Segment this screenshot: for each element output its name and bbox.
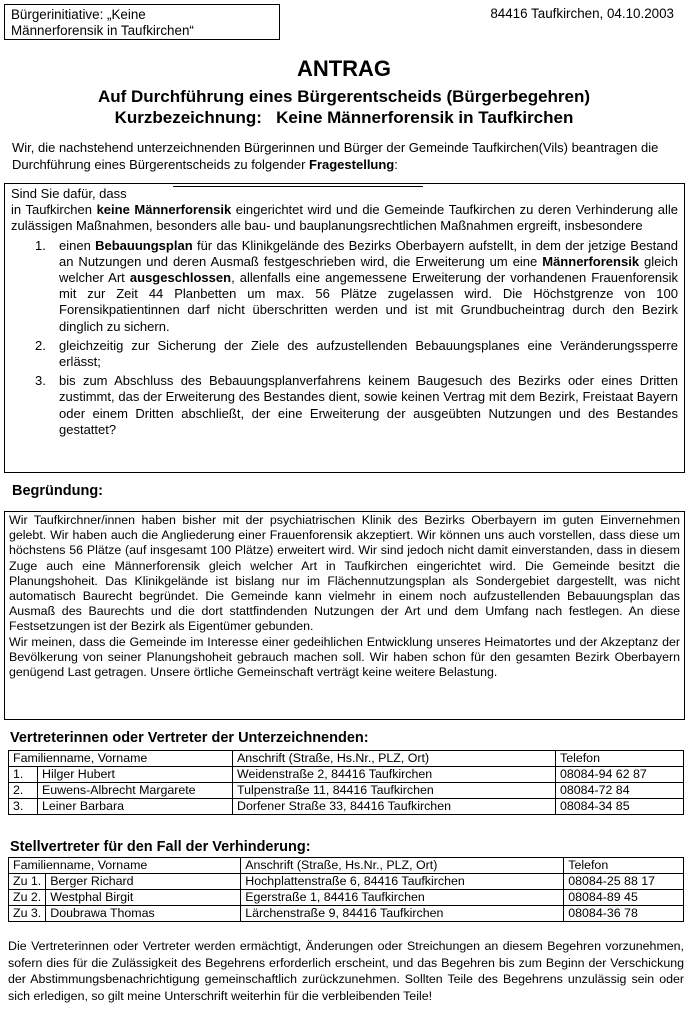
row-number: 3. [9, 799, 38, 815]
document-subtitle: Auf Durchführung eines Bürgerentscheids (Bürgerbegehren) [97, 87, 591, 106]
row-number: Zu 1. [9, 874, 46, 890]
question-item [11, 373, 678, 438]
person-name: Doubrawa Thomas [46, 906, 241, 922]
person-name: Westphal Birgit [46, 890, 241, 906]
place-date: 84416 Taufkirchen, 04.10.2003 [490, 6, 674, 21]
table-row [9, 874, 684, 890]
representatives-heading: Vertreterinnen oder Vertreter der Unterzeichnenden: [10, 730, 369, 746]
initiative-name-box [4, 4, 280, 40]
row-number: Zu 3. [9, 906, 46, 922]
table-row [9, 890, 684, 906]
question-text-b: eingerichtet wird und die Gemeinde Taufkirchen zu deren Verhinderung alle zulässigen Maßnahmen, besonders alle bau- und bauplanungsrechtlichen Maßnahmen ergreift, insbesondere [11, 202, 679, 234]
column-header: Telefon [564, 858, 684, 874]
column-header: Anschrift (Straße, Hs.Nr., PLZ, Ort) [241, 858, 564, 874]
item-bold: ausgeschlossen [129, 270, 232, 286]
table-row [9, 783, 684, 799]
person-phone: 08084-89 45 [564, 890, 684, 906]
item-number: 3. [35, 373, 46, 389]
item-number: 2. [35, 337, 46, 353]
reasoning-paragraph-1: Wir Taufkirchner/innen haben bisher mit der psychiatrischen Klinik des Bezirks Oberbayern im guten Einvernehmen gelebt. Wir haben auch die Angliederung einer Frauenforensik akzeptiert. Wir können uns auch vorstellen, dass diese um höchstens 56 Plätze (auf insgesamt 100 Plätze) erweitert wird. Wir sind jedoch nicht damit einverstanden, dass in diesem Zuge auch eine Männerforensik gleich welcher Art in Taufkirchen eingerichtet wird. Die Gemeinde besitzt die Planungshoheit. Das Klinikgelände ist bislang nur im Flächennutzungsplan als Sondergebiet dargestellt, was nicht automatisch Baurecht begründet. Die Gemeinde kann vielmehr in einem noch aufzustellenden Bebauungsplan das Ausmaß des Baurechts und die dort stattfindenden Nutzungen der Art und dem Umfang nach festlegen. An diese Festsetzungen ist der Bezirk als Eigentümer gebunden. [9, 513, 680, 634]
item-bold: Männerforensik [542, 253, 640, 269]
reasoning-heading: Begründung: [12, 483, 104, 499]
person-name: Euwens-Albrecht Margarete [38, 783, 233, 799]
item-text: für das Klinikgelände des Bezirks Oberbayern aufstellt, in dem der jetzige Bestand an Nutzungen und deren Ausmaß festgeschrieben wird, die Erweiterung um eine [59, 237, 678, 269]
intro-paragraph [12, 139, 680, 173]
column-header: Familienname, Vorname [9, 858, 241, 874]
question-items [11, 238, 678, 438]
question-box [4, 183, 685, 473]
person-address: Hochplattenstraße 6, 84416 Taufkirchen [241, 874, 564, 890]
table-row [9, 767, 684, 783]
row-number: Zu 2. [9, 890, 46, 906]
reasoning-box [4, 511, 685, 720]
substitutes-heading: Stellvertreter für den Fall der Verhinderung: [10, 839, 311, 855]
person-phone: 08084-72 84 [556, 783, 684, 799]
table-header-row [9, 751, 684, 767]
item-text: gleichzeitig zur Sicherung der Ziele des aufzustellenden Bebauungsplanes eine Veränderungssperre erlässt; [59, 337, 678, 370]
item-text: , allenfalls eine angemessene Erweiterung der vorhandenen Frauenforensik mit zur Zeit 44 Planbetten um max. 56 Plätze zugelassen wird. Die Höchstgrenze von 100 Forensikpatientinnen darf nicht überschritten werden und ist mit Grundbucheintrag durch den Bezirk dinglich zu sichern. [59, 270, 678, 334]
item-text: bis zum Abschluss des Bebauungsplanverfahrens keinem Baugesuch des Bezirks oder eines Dritten zustimmt, das der Erweiterung des Bestandes dient, sowie keinen Vertrag mit dem Bezirk, Freistaat Bayern oder einem Dritten abschließt, der eine Erweiterung der ausgeübten Nutzungen und des Bestandes gestattet? [59, 373, 678, 437]
intro-text: Wir, die nachstehend unterzeichnenden Bürgerinnen und Bürger der Gemeinde Taufkirchen(Vils) beantragen die Durchführung eines Bürgerentscheids zu folgender [12, 140, 659, 172]
person-phone: 08084-25 88 17 [564, 874, 684, 890]
item-text: gleich welcher Art [59, 253, 679, 286]
person-address: Lärchenstraße 9, 84416 Taufkirchen [241, 906, 564, 922]
row-number: 1. [9, 767, 38, 783]
table-header-row [9, 858, 684, 874]
intro-end: : [394, 157, 398, 172]
column-header: Telefon [556, 751, 684, 767]
person-address: Egerstraße 1, 84416 Taufkirchen [241, 890, 564, 906]
question-body [11, 202, 678, 234]
question-text-a: in Taufkirchen [11, 202, 97, 218]
document-title: ANTRAG [296, 56, 392, 81]
substitutes-table [8, 857, 684, 922]
question-item [11, 238, 678, 335]
column-header: Familienname, Vorname [9, 751, 233, 767]
question-separator [173, 186, 423, 187]
person-phone: 08084-94 62 87 [556, 767, 684, 783]
question-bold: keine Männerforensik [96, 202, 232, 218]
table-row [9, 799, 684, 815]
person-name: Hilger Hubert [38, 767, 233, 783]
person-phone: 08084-34 85 [556, 799, 684, 815]
representatives-table [8, 750, 684, 815]
initiative-line-1: Bürgerinitiative: „Keine [11, 7, 146, 22]
table-row [9, 906, 684, 922]
row-number: 2. [9, 783, 38, 799]
item-bold: Bebauungsplan [95, 237, 193, 253]
short-name: Kurzbezeichnung: Keine Männerforensik in Taufkirchen [114, 108, 574, 127]
item-number: 1. [35, 237, 46, 253]
person-address: Tulpenstraße 11, 84416 Taufkirchen [233, 783, 556, 799]
reasoning-paragraph-2: Wir meinen, dass die Gemeinde im Interesse einer gedeihlichen Entwicklung unseres Heimatortes und der Akzeptanz der Bevölkerung von seiner Planungshoheit gebrauch machen soll. Wir haben schon für den gesamten Bezirk Oberbayern genügend Last getragen. Unsere örtliche Gemeinschaft verträgt keine weitere Belastung. [9, 634, 680, 680]
person-name: Berger Richard [46, 874, 241, 890]
initiative-line-2: Männerforensik in Taufkirchen“ [11, 23, 194, 38]
question-opening: Sind Sie dafür, dass [11, 186, 127, 201]
question-item [11, 338, 678, 370]
person-address: Weidenstraße 2, 84416 Taufkirchen [233, 767, 556, 783]
intro-bold: Fragestellung [309, 157, 395, 172]
person-name: Leiner Barbara [38, 799, 233, 815]
person-address: Dorfener Straße 33, 84416 Taufkirchen [233, 799, 556, 815]
column-header: Anschrift (Straße, Hs.Nr., PLZ, Ort) [233, 751, 556, 767]
item-text: einen [59, 237, 96, 253]
footer-paragraph: Die Vertreterinnen oder Vertreter werden ermächtigt, Änderungen oder Streichungen an diesem Begehren vorzunehmen, sofern dies für die Zulässigkeit des Begehrens erforderlich erscheint, und das Begehren bis zum Beginn der Verschickung der Abstimmungsbenachrichtigung gemeinschaftlich zurückzunehmen. Sollten Teile des Begehrens unzulässig sein oder sich erledigen, so gilt meine Unterschrift weiterhin für die verbleibenden Teile! [8, 939, 684, 1003]
person-phone: 08084-36 78 [564, 906, 684, 922]
